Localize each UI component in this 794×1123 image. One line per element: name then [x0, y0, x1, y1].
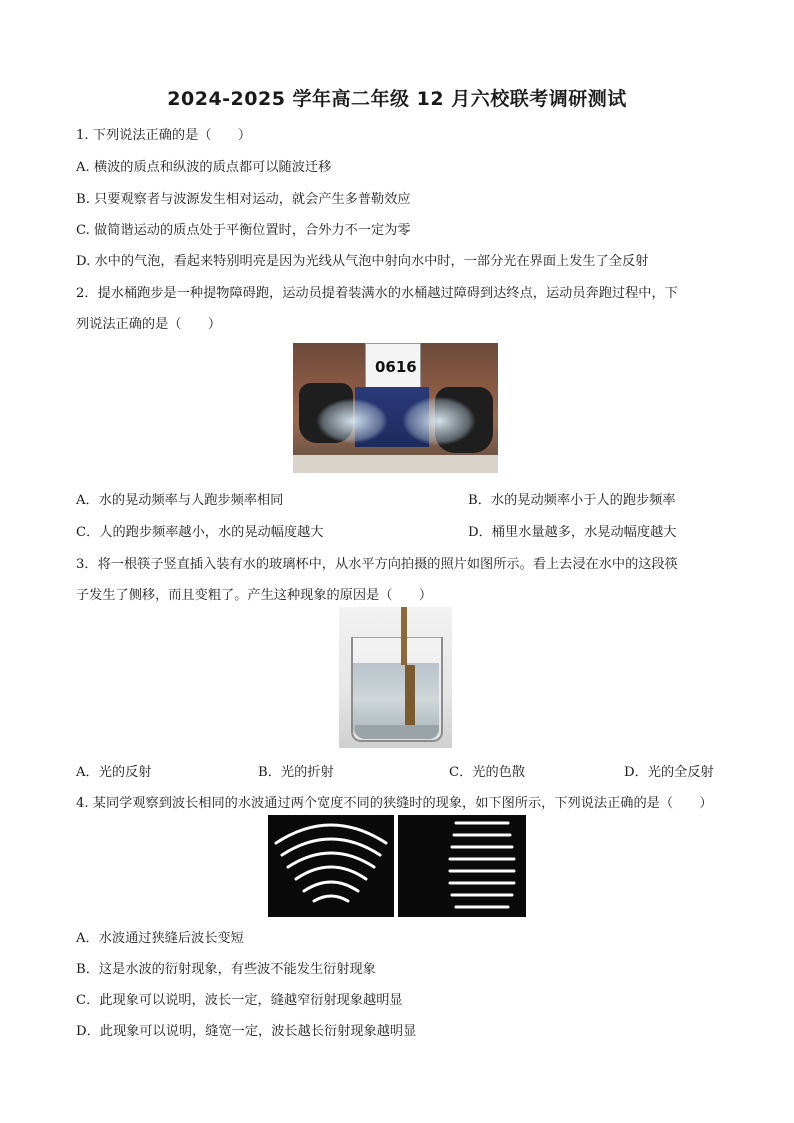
chopstick-under-water — [405, 665, 415, 731]
diffraction-wide-slit-image — [268, 815, 394, 917]
q1-stem: 1. 下列说法正确的是（ ） — [76, 128, 252, 143]
wavefront — [314, 896, 348, 901]
q2-option-a: A．水的晃动频率与人跑步频率相同 — [76, 493, 284, 508]
water-bucket-race-photo — [293, 343, 498, 473]
exam-title: 2024-2025 学年高二年级 12 月六校联考调研测试 — [167, 88, 627, 110]
q2-option-c: C．人的跑步频率越小，水的晃动幅度越大 — [76, 525, 324, 540]
q2-stem-line2: 列说法正确的是（ ） — [76, 317, 222, 332]
chopstick-above-water — [401, 607, 407, 665]
q3-option-a: A．光的反射 — [76, 765, 152, 780]
q4-stem: 4. 某同学观察到波长相同的水波通过两个宽度不同的狭缝时的现象，如下图所示，下列说法正确的是（ ） — [76, 796, 713, 811]
q1-option-a: A. 横波的质点和纵波的质点都可以随波迁移 — [76, 160, 332, 175]
wavefront — [288, 853, 374, 867]
right-water-splash — [403, 397, 475, 445]
wide-slit-wavefronts — [268, 815, 394, 917]
q3-stem-line2: 子发生了侧移，而且变粗了。产生这种现象的原因是（ ） — [76, 588, 433, 603]
q3-option-b: B．光的折射 — [258, 765, 334, 780]
wavefront — [296, 867, 366, 879]
q3-option-c: C．光的色散 — [449, 765, 526, 780]
glass-base — [355, 725, 439, 739]
q2-option-d: D．桶里水量越多，水晃动幅度越大 — [468, 525, 677, 540]
narrow-slit-wavefronts — [398, 815, 526, 917]
q2-stem-line1: 2．提水桶跑步是一种提物障碍跑，运动员提着装满水的水桶越过障碍到达终点，运动员奔跑过程中，下 — [76, 286, 678, 301]
left-water-splash — [317, 399, 387, 443]
q4-option-c: C．此现象可以说明，波长一定，缝越窄衍射现象越明显 — [76, 993, 403, 1008]
ground — [293, 455, 498, 473]
wavefront — [304, 882, 358, 891]
chopstick-in-glass-photo — [339, 607, 452, 748]
q4-option-b: B．这是水波的衍射现象，有些波不能发生衍射现象 — [76, 962, 376, 977]
q1-option-d: D. 水中的气泡，看起来特别明亮是因为光线从气泡中射向水中时，一部分光在界面上发生了全反射 — [76, 254, 649, 269]
q4-option-d: D．此现象可以说明，缝宽一定，波长越长衍射现象越明显 — [76, 1024, 417, 1039]
diffraction-narrow-slit-image — [398, 815, 526, 917]
q4-option-a: A．水波通过狭缝后波长变短 — [76, 931, 244, 946]
q3-option-d: D．光的全反射 — [624, 765, 714, 780]
q1-option-b: B. 只要观察者与波源发生相对运动，就会产生多普勒效应 — [76, 192, 411, 207]
q3-stem-line1: 3．将一根筷子竖直插入装有水的玻璃杯中，从水平方向拍摄的照片如图所示。看上去浸在水中的这段筷 — [76, 557, 678, 572]
q2-option-b: B．水的晃动频率小于人的跑步频率 — [468, 493, 676, 508]
q1-option-c: C. 做简谐运动的质点处于平衡位置时，合外力不一定为零 — [76, 223, 411, 238]
runner-bib-number: 0616 — [375, 358, 417, 376]
